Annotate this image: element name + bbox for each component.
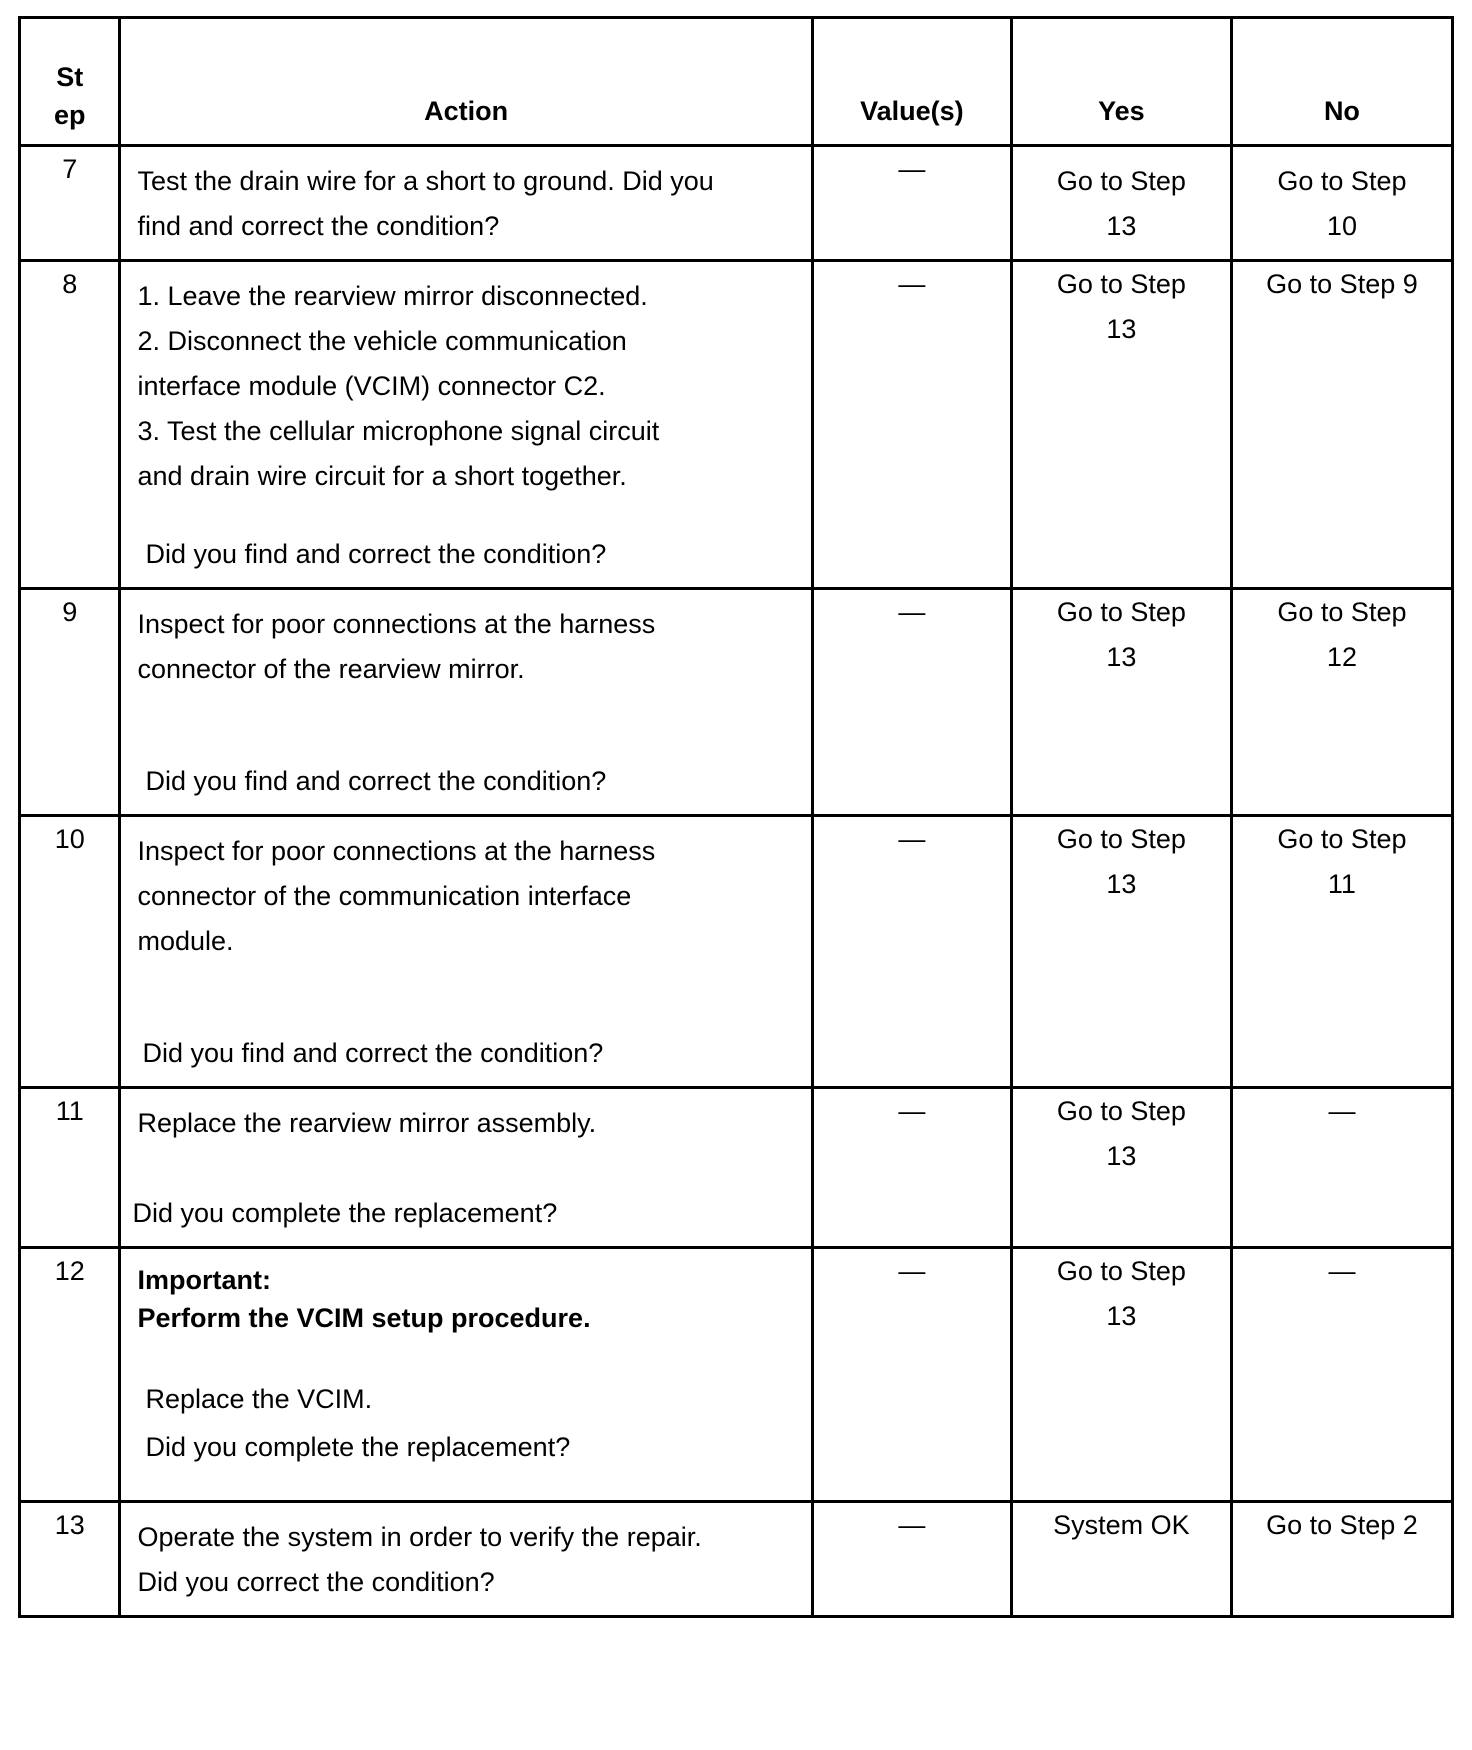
value-cell: — <box>812 146 1011 261</box>
step-number: 7 <box>20 146 120 261</box>
step-number: 13 <box>20 1502 120 1617</box>
table-row <box>20 1088 1453 1248</box>
table-row <box>20 1248 1453 1502</box>
yes-cell: Go to Step 13 <box>1011 146 1231 261</box>
value-cell: — <box>812 589 1011 816</box>
header-step-line1: St <box>56 62 84 92</box>
action-cell: Inspect for poor connections at the harness connector of the rearview mirror. Did you find and correct the condition? <box>120 589 812 816</box>
step-number: 9 <box>20 589 120 816</box>
value-cell: — <box>812 816 1011 1088</box>
no-cell: — <box>1231 1088 1452 1248</box>
table-row <box>20 261 1453 589</box>
header-values: Value(s) <box>812 18 1011 146</box>
table-row <box>20 589 1453 816</box>
table-row <box>20 816 1453 1088</box>
value-cell: — <box>812 1088 1011 1248</box>
yes-cell: Go to Step 13 <box>1011 1248 1231 1502</box>
table-row <box>20 1502 1453 1617</box>
no-cell: Go to Step 2 <box>1231 1502 1452 1617</box>
value-cell: — <box>812 261 1011 589</box>
action-cell: Important: Perform the VCIM setup procedure. Replace the VCIM. Did you complete the replacement? <box>120 1248 812 1502</box>
value-cell: — <box>812 1248 1011 1502</box>
header-step <box>20 18 120 146</box>
step-number: 8 <box>20 261 120 589</box>
header-step-line2: ep <box>53 100 86 130</box>
yes-cell: Go to Step 13 <box>1011 261 1231 589</box>
header-row <box>20 18 1453 146</box>
no-cell: Go to Step 12 <box>1231 589 1452 816</box>
value-cell: — <box>812 1502 1011 1617</box>
no-cell: Go to Step 10 <box>1231 146 1452 261</box>
action-cell: Inspect for poor connections at the harness connector of the communication interface module. Did you find and correct the condition? <box>120 816 812 1088</box>
action-cell: 1. Leave the rearview mirror disconnected. 2. Disconnect the vehicle communication interface module (VCIM) connector C2. 3. Test the cellular microphone signal circuit and drain wire circuit for a short together. Did you find and correct the condition? <box>120 261 812 589</box>
yes-cell: Go to Step 13 <box>1011 589 1231 816</box>
step-number: 11 <box>20 1088 120 1248</box>
diagnostic-table <box>18 16 1454 1618</box>
header-yes: Yes <box>1011 18 1231 146</box>
no-cell: Go to Step 9 <box>1231 261 1452 589</box>
yes-cell: Go to Step 13 <box>1011 1088 1231 1248</box>
important-label: Important: <box>137 1265 271 1295</box>
step-number: 10 <box>20 816 120 1088</box>
no-cell: Go to Step 11 <box>1231 816 1452 1088</box>
no-cell: — <box>1231 1248 1452 1502</box>
header-no: No <box>1231 18 1452 146</box>
header-action: Action <box>120 18 812 146</box>
step-number: 12 <box>20 1248 120 1502</box>
action-cell: Replace the rearview mirror assembly. Did you complete the replacement? <box>120 1088 812 1248</box>
action-cell: Test the drain wire for a short to ground. Did you find and correct the condition? <box>120 146 812 261</box>
important-text: Perform the VCIM setup procedure. <box>137 1303 591 1333</box>
yes-cell: Go to Step 13 <box>1011 816 1231 1088</box>
yes-cell: System OK <box>1011 1502 1231 1617</box>
action-cell: Operate the system in order to verify the repair. Did you correct the condition? <box>120 1502 812 1617</box>
table-row <box>20 146 1453 261</box>
